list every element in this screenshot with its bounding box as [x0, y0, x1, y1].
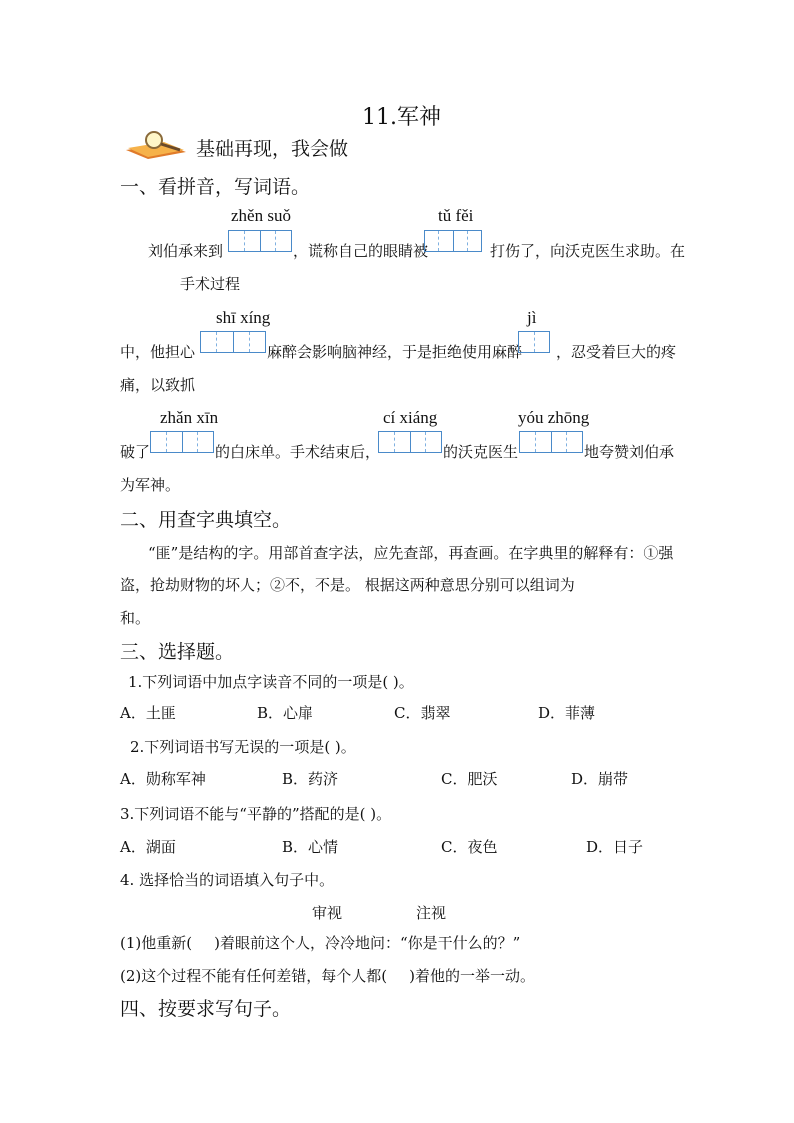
- pinyin-label: zhǎn xīn: [160, 408, 219, 427]
- sentence-text: 的沃克医生: [443, 443, 519, 461]
- option-d[interactable]: D．崩带: [571, 770, 629, 788]
- sentence-text: 痛，以致抓: [120, 376, 196, 394]
- sentence-text: 麻醉会影响脑神经，于是拒绝使用麻醉: [267, 343, 523, 361]
- section-heading-3: 三、选择题。: [120, 641, 235, 663]
- page-title: 11.军神: [362, 105, 441, 130]
- sentence-text: 的白床单。手术结束后，: [215, 443, 381, 461]
- word-choice: 审视: [312, 904, 343, 922]
- question-stem: 2.下列词语书写无误的一项是( )。: [130, 738, 356, 756]
- magnifier-book-icon: [124, 130, 188, 160]
- sentence-text: 为军神。: [120, 476, 181, 494]
- paragraph-text: “匪”是结构的字。用部首查字法，应先查部，再查画。在字典里的解释有：①强: [148, 544, 674, 562]
- option-a[interactable]: A．湖面: [120, 838, 176, 856]
- writing-grid[interactable]: [518, 331, 550, 353]
- fill-sentence: [120, 965, 535, 986]
- option-c[interactable]: C．翡翠: [394, 704, 451, 722]
- banner-heading: 基础再现，我会做: [196, 138, 349, 160]
- option-d[interactable]: D．日子: [586, 838, 644, 856]
- pinyin-label: shī xíng: [216, 308, 271, 327]
- sentence-text: 打伤了，向沃克医生求助。在: [490, 242, 686, 260]
- question-stem: 4. 选择恰当的词语填入句子中。: [120, 871, 335, 889]
- option-c[interactable]: C．夜色: [441, 838, 498, 856]
- sentence-text: ，谎称自己的眼睛被: [293, 242, 429, 260]
- sentence-text: (2)这个过程不能有任何差错，每个人都(: [120, 967, 388, 985]
- option-b[interactable]: B．药济: [282, 770, 339, 788]
- sentence-text: )着他的一举一动。: [409, 967, 535, 985]
- question-stem: 1.下列词语中加点字读音不同的一项是( )。: [128, 673, 414, 691]
- sentence-text: 刘伯承来到: [148, 242, 224, 260]
- sentence-text: )着眼前这个人，冷冷地问：“你是干什么的？”: [214, 934, 521, 952]
- writing-grid[interactable]: [519, 431, 583, 453]
- option-b[interactable]: B．心扉: [257, 704, 314, 722]
- paragraph-text: 和。: [120, 609, 151, 627]
- pinyin-label: yóu zhōng: [518, 408, 590, 427]
- pinyin-label: cí xiáng: [383, 408, 438, 427]
- writing-grid[interactable]: [150, 431, 214, 453]
- sentence-text: 中，他担心: [120, 343, 196, 361]
- pinyin-label: jì: [527, 308, 537, 327]
- option-b[interactable]: B．心情: [282, 838, 339, 856]
- pinyin-label: tǔ fěi: [438, 206, 474, 225]
- sentence-text: 破了: [120, 443, 151, 461]
- writing-grid[interactable]: [200, 331, 266, 353]
- option-d[interactable]: D．菲薄: [538, 704, 596, 722]
- writing-grid[interactable]: [424, 230, 482, 252]
- sentence-text: 地夸赞刘伯承: [584, 443, 675, 461]
- section-heading-2: 二、用查字典填空。: [120, 509, 292, 531]
- pinyin-label: zhěn suǒ: [231, 206, 291, 225]
- fill-sentence: [120, 932, 520, 953]
- option-a[interactable]: A．勋称军神: [120, 770, 206, 788]
- option-a[interactable]: A．土匪: [120, 704, 176, 722]
- sentence-text: ，忍受着巨大的疼: [556, 343, 677, 361]
- sentence-text: 手术过程: [180, 275, 241, 293]
- section-heading-4: 四、按要求写句子。: [120, 998, 292, 1020]
- word-choice: 注视: [416, 904, 447, 922]
- question-stem: 3.下列词语不能与“平静的”搭配的是( )。: [120, 805, 392, 823]
- option-c[interactable]: C．肥沃: [441, 770, 498, 788]
- writing-grid[interactable]: [228, 230, 292, 252]
- sentence-text: (1)他重新(: [120, 934, 193, 952]
- section-heading-1: 一、看拼音，写词语。: [120, 176, 311, 198]
- writing-grid[interactable]: [378, 431, 442, 453]
- paragraph-text: 盗，抢劫财物的坏人；②不，不是。 根据这两种意思分别可以组词为: [120, 576, 575, 594]
